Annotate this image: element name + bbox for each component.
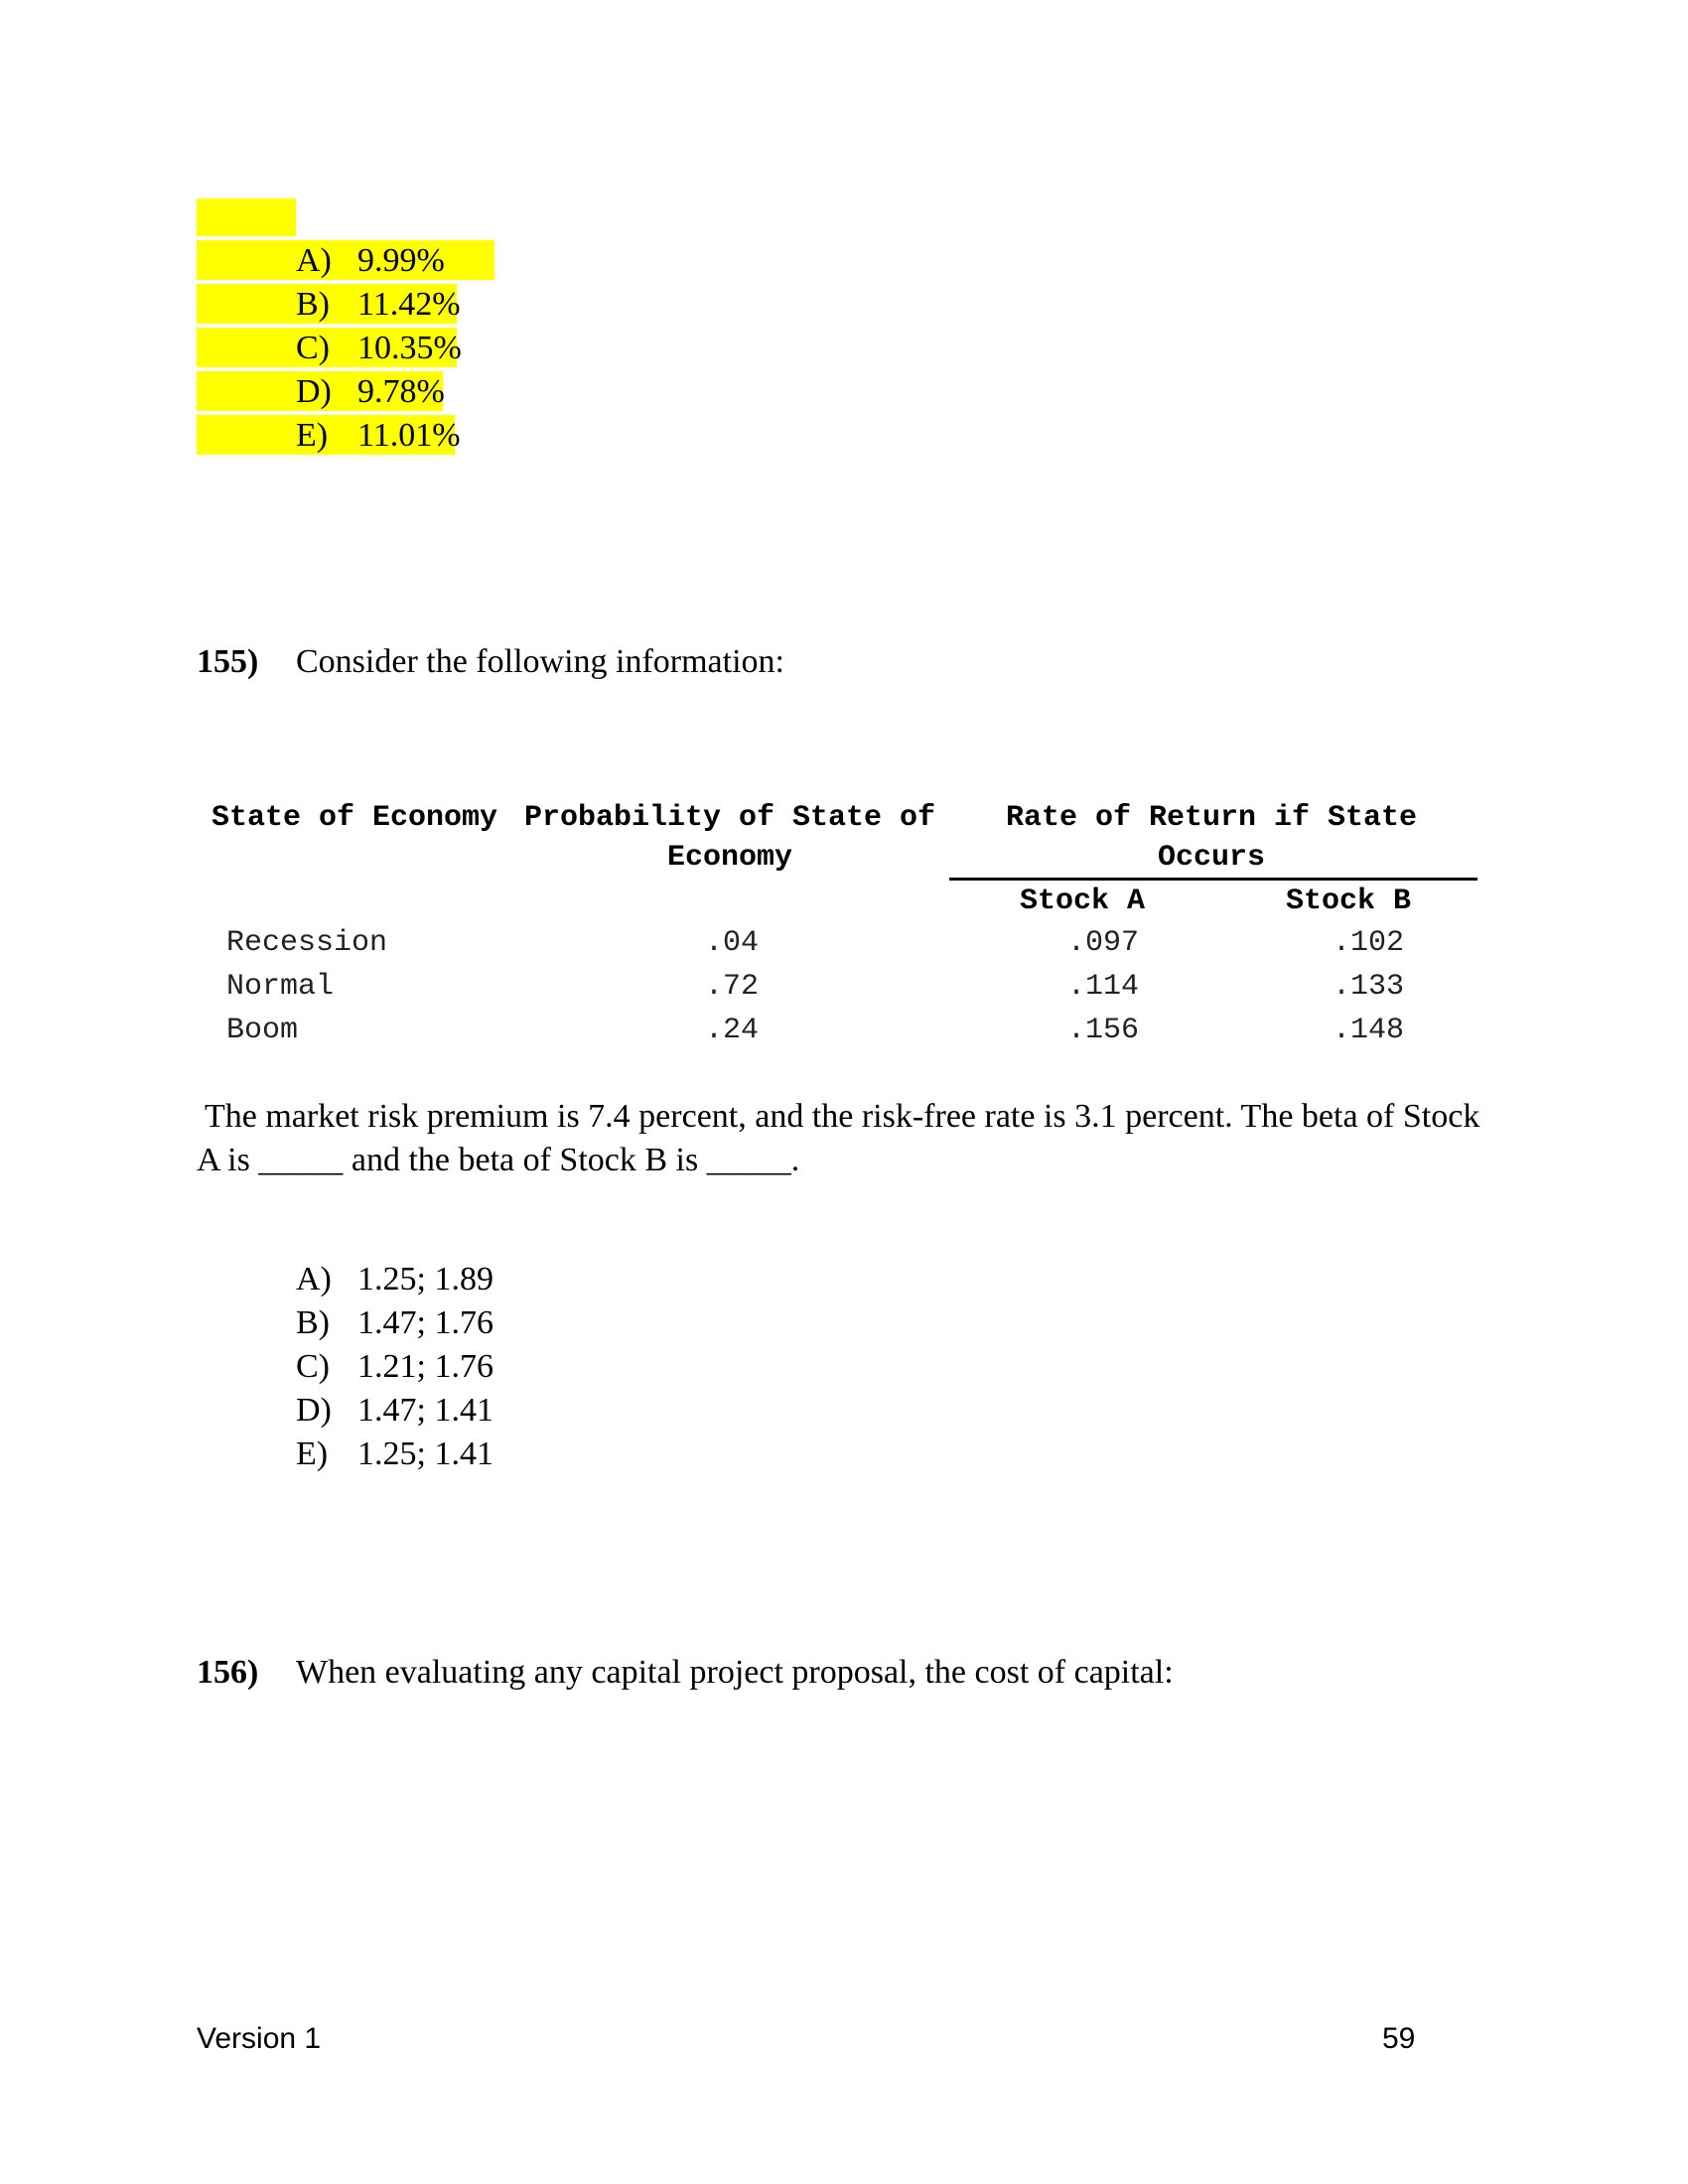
row-normal-state: Normal: [226, 970, 335, 1004]
row-recession-state: Recession: [226, 926, 388, 960]
row-recession-prob: .04: [705, 926, 760, 960]
question-155-prompt: Consider the following information:: [296, 643, 784, 680]
prev-option-b: B) 11.42%: [296, 286, 461, 323]
footer-version: Version 1: [197, 2022, 322, 2055]
q155-option-d: D) 1.47; 1.41: [296, 1392, 493, 1429]
row-normal-stock-b: .133: [1333, 970, 1405, 1004]
header-probability-line2: Economy: [666, 841, 793, 875]
prev-option-d: D) 9.78%: [296, 373, 445, 410]
prev-option-c: C) 10.35%: [296, 330, 462, 366]
header-probability-line1: Probability of State of: [523, 801, 936, 835]
header-underline: [949, 878, 1477, 881]
prev-option-e: E) 11.01%: [296, 417, 461, 454]
row-normal-prob: .72: [705, 970, 760, 1004]
row-boom-state: Boom: [226, 1014, 299, 1047]
q155-option-c: C) 1.21; 1.76: [296, 1348, 493, 1385]
row-boom-stock-b: .148: [1333, 1014, 1405, 1047]
footer-page-number: 59: [1382, 2022, 1416, 2055]
header-rate-of-return-line2: Occurs: [1157, 841, 1266, 875]
header-stock-b: Stock B: [1285, 885, 1412, 918]
row-boom-stock-a: .156: [1067, 1014, 1140, 1047]
q155-option-b: B) 1.47; 1.76: [296, 1304, 493, 1341]
q155-option-a: A) 1.25; 1.89: [296, 1261, 493, 1297]
prev-option-a: A) 9.99%: [296, 242, 445, 279]
row-boom-prob: .24: [705, 1014, 760, 1047]
q155-option-e: E) 1.25; 1.41: [296, 1435, 493, 1472]
row-recession-stock-b: .102: [1333, 926, 1405, 960]
row-normal-stock-a: .114: [1067, 970, 1140, 1004]
question-155-body-line1: The market risk premium is 7.4 percent, and the risk-free rate is 3.1 percent. The beta of Stock: [205, 1098, 1480, 1135]
question-155-number: 155): [197, 643, 259, 680]
question-156-number: 156): [197, 1654, 259, 1691]
question-156-prompt: When evaluating any capital project proposal, the cost of capital:: [296, 1654, 1174, 1691]
highlight-block: [197, 199, 296, 236]
header-stock-a: Stock A: [1019, 885, 1146, 918]
question-155-body-line2: A is _____ and the beta of Stock B is _____.: [197, 1142, 800, 1178]
header-state-of-economy: State of Economy: [211, 801, 498, 835]
row-recession-stock-a: .097: [1067, 926, 1140, 960]
header-rate-of-return-line1: Rate of Return if State: [1005, 801, 1418, 835]
